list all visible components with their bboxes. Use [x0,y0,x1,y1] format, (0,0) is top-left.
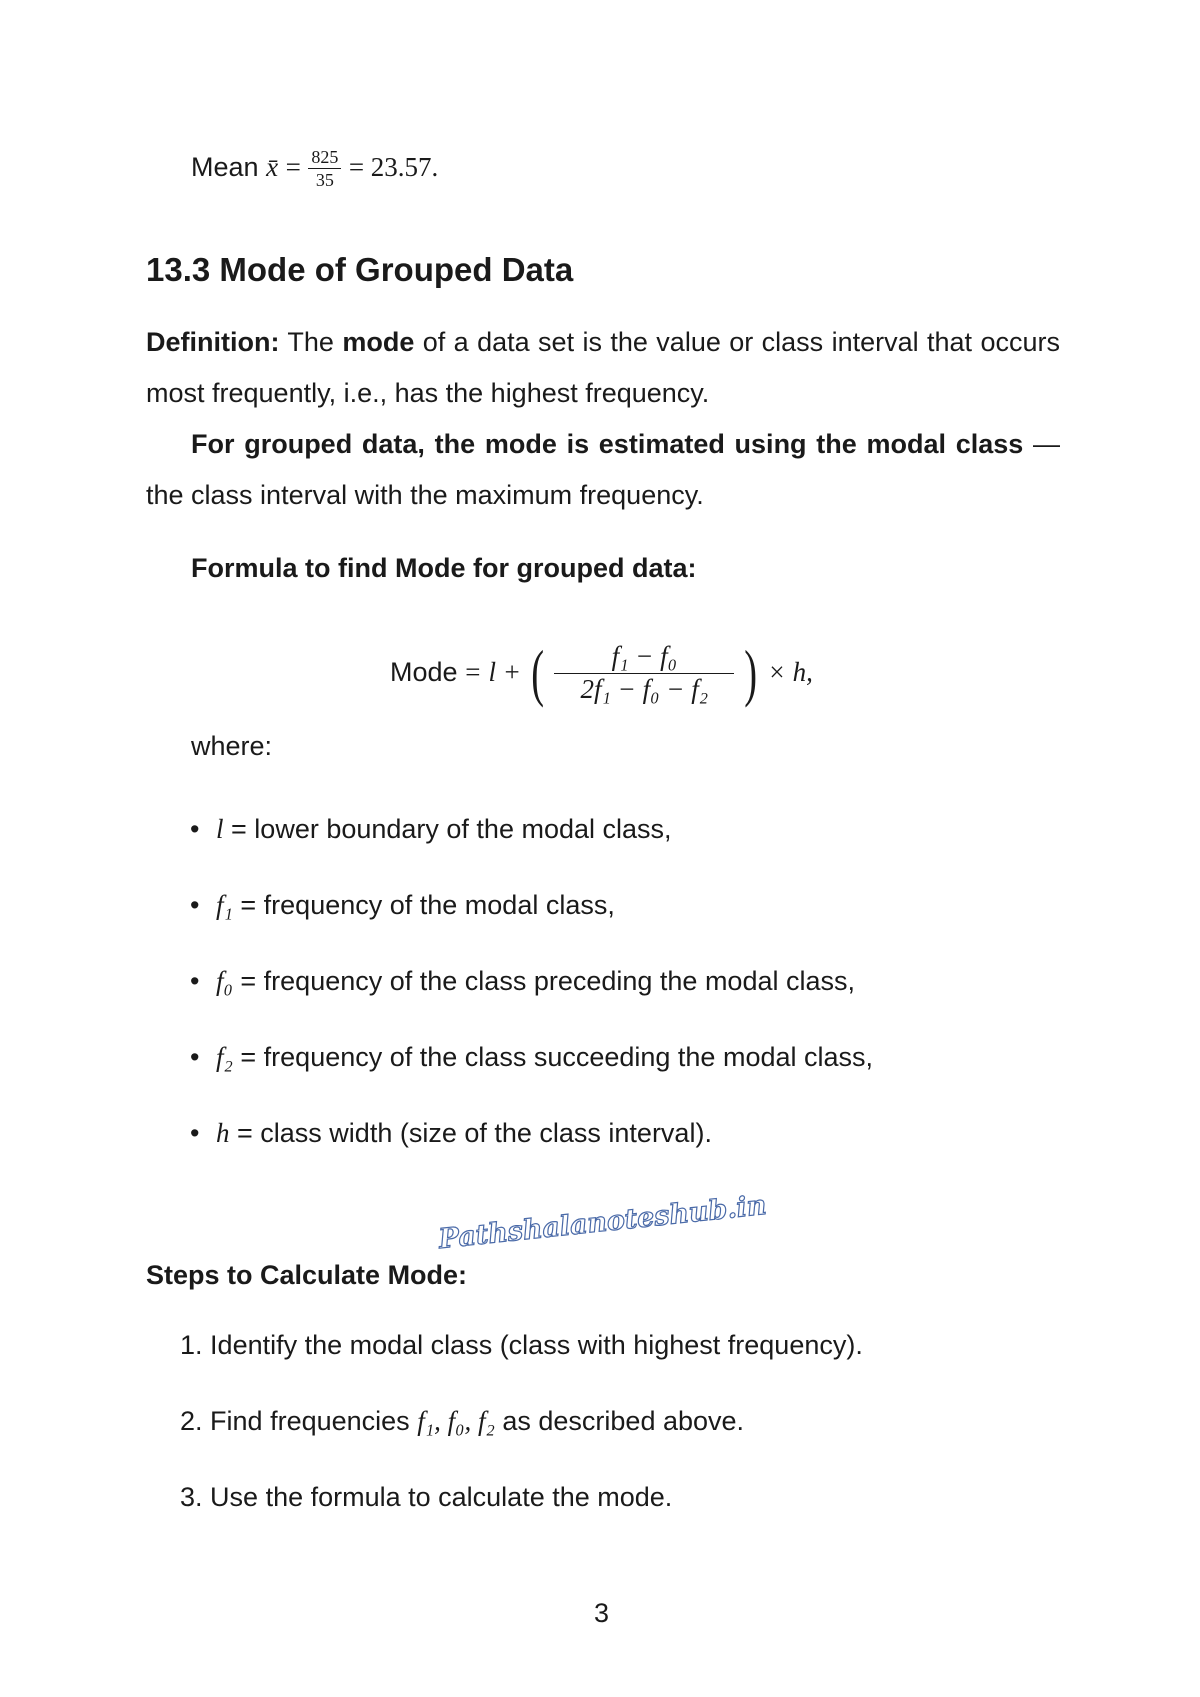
item-text: = frequency of the modal class, [240,890,615,920]
numerator: 825 [308,148,341,169]
item-text: = frequency of the class preceding the modal class, [240,966,855,996]
list-item: • f₀ = frequency of the class preceding the modal class, [190,966,855,996]
equals: = [285,152,301,182]
step-number: 3. [180,1482,203,1512]
watermark: Pathshalanoteshub.in [437,1189,769,1255]
step-number: 1. [180,1330,203,1360]
formula-heading: Formula to find Mode for grouped data: [191,553,697,583]
symbol: f₀ [216,966,233,996]
symbol: f₂ [216,1042,233,1072]
mean-symbol: x̄ [266,152,279,182]
mean-equation [191,147,1060,191]
formula-eq: = l + [463,657,521,687]
formula-tail: × h, [767,657,813,687]
mean-result: = 23.57. [348,152,439,182]
mean-label: Mean [191,152,259,182]
grouped-note-text: — the class interval with the maximum frequency. [146,429,1060,510]
symbol: h [216,1118,230,1148]
where-label: where: [191,731,273,761]
symbol: f₁ [216,890,233,920]
item-text: = class width (size of the class interval). [237,1118,712,1148]
step-item [180,1401,1060,1441]
step-text: Find frequencies [210,1406,410,1436]
list-item: • f₁ = frequency of the modal class, [190,890,615,920]
grouped-note-bold: For grouped data, the mode is estimated using the modal class [191,429,1024,459]
list-item: • f₂ = frequency of the class succeeding the modal class, [190,1042,874,1072]
list-item: • l = lower boundary of the modal class, [190,814,672,844]
mean-fraction [308,148,341,189]
item-text: = lower boundary of the modal class, [231,814,672,844]
definition-text: The [287,327,334,357]
definition-term: mode [342,327,415,357]
step-number: 2. [180,1406,203,1436]
item-text: = frequency of the class succeeding the modal class, [240,1042,874,1072]
mode-formula [390,635,1060,710]
definitions-list [146,809,1060,1153]
step-text: Identify the modal class (class with highest frequency). [210,1330,863,1360]
page-number: 3 [594,1598,610,1628]
step-text: Use the formula to calculate the mode. [210,1482,673,1512]
formula-numerator: f₁ − f₀ [554,643,734,674]
list-item: • h = class width (size of the class interval). [190,1118,712,1148]
step-text: as described above. [502,1406,745,1436]
steps-heading: Steps to Calculate Mode: [146,1260,468,1290]
definition-label: Definition: [146,327,280,357]
watermark-area [146,1189,1060,1255]
definition-paragraph [146,317,1060,419]
steps-list [146,1325,1060,1517]
step-math: f₁, f₀, f₂ [417,1406,495,1436]
denominator: 35 [315,170,334,191]
grouped-note [146,419,1060,521]
formula-lhs: Mode [390,657,458,687]
step-item [180,1325,1060,1365]
formula-fraction [554,640,734,704]
section-heading: 13.3 Mode of Grouped Data [146,251,574,288]
right-paren: ) [744,636,758,708]
definition-text: of a data set is the value or class interval that occurs most frequently, i.e., has the highest frequency. [146,327,1060,408]
step-item [180,1477,1060,1517]
symbol: l [216,814,224,844]
left-paren: ( [531,636,545,708]
formula-denominator: 2f₁ − f₀ − f₂ [580,673,709,704]
